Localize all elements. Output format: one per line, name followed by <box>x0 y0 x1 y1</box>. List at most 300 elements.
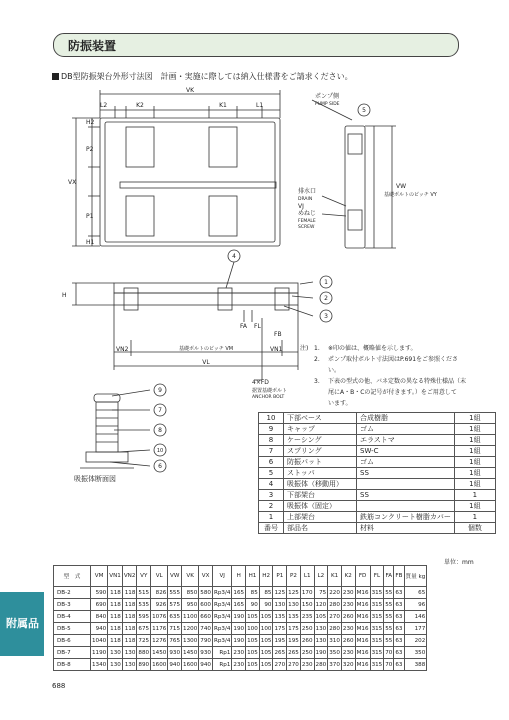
table-cell: 315 <box>370 623 384 635</box>
note-line: 尾にA・B・Cの記号が付きます。）をご用意して <box>328 389 457 396</box>
column-header: 型 式 <box>54 566 91 587</box>
column-header: H1 <box>246 566 260 587</box>
table-cell: 125 <box>273 587 287 599</box>
table-cell: 270 <box>328 611 342 623</box>
table-cell: 940 <box>91 623 108 635</box>
table-cell: 250 <box>300 647 314 659</box>
table-cell: 鉄筋コンクリート樹脂カバー <box>357 512 455 523</box>
drain-label: 排水口 <box>298 188 317 195</box>
table-cell: 75 <box>314 587 328 599</box>
table-cell: キャップ <box>284 424 357 435</box>
table-cell: 315 <box>370 587 384 599</box>
table-cell: DB-8 <box>54 659 91 671</box>
table-cell: 1276 <box>151 635 168 647</box>
table-cell: 吸振体（固定） <box>284 501 357 512</box>
parts-row <box>259 413 496 424</box>
table-cell: 63 <box>394 635 404 647</box>
table-cell: 765 <box>168 635 182 647</box>
table-cell: 100 <box>259 623 273 635</box>
note-line: 注) 1. ※印の値は、概略値を示します。 <box>300 345 417 352</box>
table-cell: 1 <box>259 512 284 523</box>
table-cell: 190 <box>314 647 328 659</box>
table-cell: 120 <box>314 599 328 611</box>
front-view-pad-mid <box>218 288 232 310</box>
page-number: 688 <box>52 682 66 690</box>
column-header: VL <box>151 566 168 587</box>
table-cell: Rp1 <box>212 659 231 671</box>
table-cell: M16 <box>355 587 370 599</box>
table-cell: 上部架台 <box>284 512 357 523</box>
table-cell: 4 <box>259 479 284 490</box>
table-cell: 105 <box>246 647 260 659</box>
dim-vj: VJ <box>298 203 304 210</box>
table-cell: 1組 <box>454 413 495 424</box>
table-cell: 826 <box>151 587 168 599</box>
table-cell: ゴム <box>357 457 455 468</box>
table-cell <box>357 479 455 490</box>
parts-row <box>259 479 496 490</box>
table-cell: 1組 <box>454 468 495 479</box>
table-cell: 5 <box>259 468 284 479</box>
table-cell: 1190 <box>91 647 108 659</box>
table-cell: 90 <box>246 599 260 611</box>
table-cell: Rp1 <box>212 647 231 659</box>
parts-header-row <box>259 523 496 534</box>
table-cell: 1組 <box>454 435 495 446</box>
table-cell: 130 <box>122 647 137 659</box>
table-cell: 350 <box>328 647 342 659</box>
dim-k1: K1 <box>219 102 227 109</box>
table-cell: 940 <box>168 659 182 671</box>
table-cell: 850 <box>182 587 199 599</box>
table-row <box>54 647 427 659</box>
column-header: VW <box>168 566 182 587</box>
table-cell: 個数 <box>454 523 495 534</box>
table-cell: 175 <box>287 623 301 635</box>
table-cell: 130 <box>108 659 123 671</box>
column-header: VY <box>137 566 151 587</box>
table-cell: 230 <box>341 587 355 599</box>
parts-row <box>259 512 496 523</box>
table-cell: 100 <box>246 623 260 635</box>
table-cell: 118 <box>122 587 137 599</box>
table-cell: 260 <box>300 635 314 647</box>
table-cell: 315 <box>370 599 384 611</box>
table-cell: 105 <box>246 611 260 623</box>
table-cell: 1076 <box>151 611 168 623</box>
table-cell: 105 <box>314 611 328 623</box>
dim-h2: H2 <box>86 119 95 126</box>
table-cell: 1組 <box>454 446 495 457</box>
table-cell: 63 <box>394 647 404 659</box>
table-cell: 85 <box>259 587 273 599</box>
unit-label: 単位：mm <box>444 559 474 566</box>
table-cell: 下部架台 <box>284 490 357 501</box>
table-cell: 150 <box>300 599 314 611</box>
table-cell: 595 <box>137 611 151 623</box>
front-view-lower-frame <box>114 293 298 305</box>
table-cell: M16 <box>355 659 370 671</box>
table-cell: 280 <box>328 599 342 611</box>
table-cell: 7 <box>259 446 284 457</box>
isolator-pad-bl <box>126 196 154 236</box>
table-cell: 6 <box>259 457 284 468</box>
table-cell: 1100 <box>182 611 199 623</box>
callout-6-num: 6 <box>158 463 162 470</box>
table-cell: 125 <box>287 587 301 599</box>
table-cell: 85 <box>246 587 260 599</box>
table-cell: 105 <box>259 659 273 671</box>
table-cell: 55 <box>384 587 394 599</box>
table-cell: 230 <box>232 647 246 659</box>
table-cell: 890 <box>137 659 151 671</box>
table-cell: 370 <box>328 659 342 671</box>
table-cell: 190 <box>232 623 246 635</box>
table-cell: 177 <box>404 623 427 635</box>
anchor-bolt-label-en: ANCHOR BOLT <box>252 395 285 400</box>
table-cell <box>357 501 455 512</box>
table-cell: 材料 <box>357 523 455 534</box>
section-spring-casing <box>96 402 118 452</box>
column-header: 質量 kg <box>404 566 427 587</box>
table-cell: 1300 <box>182 635 199 647</box>
table-cell: 315 <box>370 659 384 671</box>
dim-fa: FA <box>240 323 248 330</box>
table-cell: 202 <box>404 635 427 647</box>
callout-9-num: 9 <box>158 387 162 394</box>
table-cell: 146 <box>404 611 427 623</box>
column-header: K2 <box>341 566 355 587</box>
table-cell: 8 <box>259 435 284 446</box>
table-cell: 118 <box>122 635 137 647</box>
table-cell: ストッパ <box>284 468 357 479</box>
table-cell: 175 <box>273 623 287 635</box>
table-cell: 1600 <box>182 659 199 671</box>
table-cell: 130 <box>273 599 287 611</box>
table-cell: M16 <box>355 599 370 611</box>
dim-fl: FL <box>254 323 261 330</box>
table-cell: 1176 <box>151 623 168 635</box>
table-cell: 675 <box>137 623 151 635</box>
table-cell: 230 <box>232 659 246 671</box>
side-view-pad-top <box>348 134 362 154</box>
dim-p1: P1 <box>86 213 94 220</box>
dim-vk: VK <box>185 87 195 94</box>
table-cell: 下部ベース <box>284 413 357 424</box>
callout-4-num: 4 <box>232 253 236 260</box>
table-cell: 195 <box>273 635 287 647</box>
dim-vx: VX <box>68 179 77 186</box>
pitch-vm-label: 基礎ボルトのピッチ VM <box>178 346 234 352</box>
table-cell: Rp3/4 <box>212 623 231 635</box>
table-cell: 55 <box>384 599 394 611</box>
table-cell: DB-2 <box>54 587 91 599</box>
table-row <box>54 611 427 623</box>
column-header: VM <box>91 566 108 587</box>
table-cell: 90 <box>259 599 273 611</box>
section-caption: 吸振体断面図 <box>74 475 116 483</box>
table-cell: 96 <box>404 599 427 611</box>
parts-row <box>259 468 496 479</box>
table-cell: M16 <box>355 623 370 635</box>
table-cell: 105 <box>259 611 273 623</box>
dim-k2: K2 <box>136 102 144 109</box>
table-cell: 135 <box>273 611 287 623</box>
table-cell: 55 <box>384 635 394 647</box>
table-cell: 315 <box>370 611 384 623</box>
table-cell: 600 <box>199 599 213 611</box>
table-cell: 265 <box>273 647 287 659</box>
table-cell: 1 <box>454 512 495 523</box>
column-header: VN1 <box>108 566 123 587</box>
anchor-bolt-label: 据置基礎ボルト <box>252 388 288 394</box>
table-cell: 130 <box>314 635 328 647</box>
column-header: FD <box>355 566 370 587</box>
table-cell: 880 <box>137 647 151 659</box>
table-cell: 118 <box>122 611 137 623</box>
table-cell: M16 <box>355 635 370 647</box>
table-cell: DB-6 <box>54 635 91 647</box>
table-cell: 70 <box>384 647 394 659</box>
pitch-vy-label: 基礎ボルトのピッチ VY <box>384 192 437 198</box>
column-header: VK <box>182 566 199 587</box>
table-cell: 515 <box>137 587 151 599</box>
table-cell: 70 <box>384 659 394 671</box>
parts-table <box>258 412 496 534</box>
table-cell: 930 <box>199 647 213 659</box>
column-header: L1 <box>300 566 314 587</box>
column-header: VN2 <box>122 566 137 587</box>
table-cell: 725 <box>137 635 151 647</box>
table-cell: 320 <box>341 659 355 671</box>
parts-row <box>259 424 496 435</box>
table-cell: 防振パット <box>284 457 357 468</box>
drain-label-en: DRAIN <box>298 197 313 202</box>
table-cell: 260 <box>341 611 355 623</box>
column-header: P2 <box>287 566 301 587</box>
callout-7-num: 7 <box>158 407 162 414</box>
table-cell: 1450 <box>151 647 168 659</box>
table-cell: 790 <box>199 635 213 647</box>
female-screw-en-1: FEMALE <box>298 219 316 224</box>
table-cell: 280 <box>314 659 328 671</box>
table-cell: 170 <box>300 587 314 599</box>
table-cell: 63 <box>394 611 404 623</box>
table-cell: 315 <box>370 647 384 659</box>
table-cell: エラストマ <box>357 435 455 446</box>
table-cell: 230 <box>300 659 314 671</box>
table-cell: Rp3/4 <box>212 587 231 599</box>
dim-vl: VL <box>202 359 210 366</box>
table-cell: 63 <box>394 587 404 599</box>
table-cell: 118 <box>108 599 123 611</box>
table-cell: 590 <box>91 587 108 599</box>
table-cell: 1340 <box>91 659 108 671</box>
table-cell: 715 <box>168 623 182 635</box>
table-cell: 580 <box>199 587 213 599</box>
table-row <box>54 599 427 611</box>
table-cell: 1組 <box>454 479 495 490</box>
table-cell: 3 <box>259 490 284 501</box>
table-cell: 1040 <box>91 635 108 647</box>
table-cell: 130 <box>108 647 123 659</box>
table-cell: 555 <box>168 587 182 599</box>
table-cell: DB-7 <box>54 647 91 659</box>
table-cell: 63 <box>394 623 404 635</box>
side-view-pad-bottom <box>348 210 362 230</box>
section-base <box>86 452 128 462</box>
front-view-pad-left <box>124 288 138 310</box>
callout-8-num: 8 <box>158 427 162 434</box>
table-cell: 230 <box>341 647 355 659</box>
table-cell: 260 <box>341 635 355 647</box>
dim-h: H <box>62 292 67 299</box>
table-row <box>54 623 427 635</box>
table-cell: 118 <box>108 623 123 635</box>
side-tab-label: 附属品 <box>6 617 39 630</box>
table-cell: Rp3/4 <box>212 611 231 623</box>
female-screw-en-2: SCREW <box>298 225 315 230</box>
table-cell: 230 <box>341 623 355 635</box>
parts-row <box>259 490 496 501</box>
table-cell: 165 <box>232 599 246 611</box>
table-cell: 950 <box>182 599 199 611</box>
parts-row <box>259 446 496 457</box>
table-cell: 270 <box>273 659 287 671</box>
table-cell: 195 <box>287 635 301 647</box>
column-header: K1 <box>328 566 342 587</box>
dim-vn2: VN2 <box>116 346 129 353</box>
column-header: FB <box>394 566 404 587</box>
table-cell: M16 <box>355 647 370 659</box>
table-cell: 1 <box>454 490 495 501</box>
parts-row <box>259 435 496 446</box>
table-cell: 388 <box>404 659 427 671</box>
isolator-pad-tl <box>126 127 154 167</box>
table-cell: 265 <box>287 647 301 659</box>
dim-l1: L1 <box>256 102 264 109</box>
dim-fd: 4×FD <box>252 379 269 386</box>
table-cell: 1組 <box>454 424 495 435</box>
table-cell: 926 <box>151 599 168 611</box>
table-cell: 315 <box>370 635 384 647</box>
dim-p2: P2 <box>86 146 94 153</box>
table-cell: 230 <box>341 599 355 611</box>
callout-10-num: 10 <box>156 448 164 454</box>
table-cell: 310 <box>328 635 342 647</box>
note-line: います。 <box>328 400 352 407</box>
table-cell: 130 <box>314 623 328 635</box>
column-header: H2 <box>259 566 273 587</box>
dim-vn1: VN1 <box>270 346 283 353</box>
table-cell: 220 <box>328 587 342 599</box>
pump-side-label: ポンプ側 <box>315 93 340 100</box>
dim-vw: VW <box>396 183 407 190</box>
dimensions-table <box>53 565 427 671</box>
table-cell: 130 <box>287 599 301 611</box>
table-cell: SS <box>357 468 455 479</box>
subtitle-text: DB型防振架台外形寸法図 計画・実施に際しては納入仕様書をご請求ください。 <box>61 72 353 81</box>
table-cell: 105 <box>259 647 273 659</box>
table-cell: 2 <box>259 501 284 512</box>
table-cell: 105 <box>246 635 260 647</box>
female-screw-label: めねじ <box>298 210 317 217</box>
table-cell: 135 <box>287 611 301 623</box>
table-cell: 190 <box>232 611 246 623</box>
parts-row <box>259 501 496 512</box>
column-header: FL <box>370 566 384 587</box>
dim-l2: L2 <box>100 102 108 109</box>
table-cell: 350 <box>404 647 427 659</box>
parts-row <box>259 457 496 468</box>
table-cell: 250 <box>300 623 314 635</box>
column-header: H <box>232 566 246 587</box>
dim-fb: FB <box>274 331 282 338</box>
isolator-pad-tr <box>209 127 237 167</box>
table-cell: 235 <box>300 611 314 623</box>
table-cell: Rp3/4 <box>212 599 231 611</box>
column-header: FA <box>384 566 394 587</box>
table-cell: 合成樹脂 <box>357 413 455 424</box>
table-cell: 1組 <box>454 501 495 512</box>
table-cell: Rp3/4 <box>212 635 231 647</box>
table-cell: 190 <box>232 635 246 647</box>
table-cell: 575 <box>168 599 182 611</box>
table-cell: 9 <box>259 424 284 435</box>
isolator-pad-br <box>209 196 237 236</box>
table-row <box>54 587 427 599</box>
table-cell: 740 <box>199 623 213 635</box>
callout-5-num: 5 <box>362 107 366 114</box>
table-cell: 118 <box>122 599 137 611</box>
table-cell: スプリング <box>284 446 357 457</box>
table-cell: 55 <box>384 623 394 635</box>
table-cell: 840 <box>91 611 108 623</box>
table-cell: 165 <box>232 587 246 599</box>
table-cell: 55 <box>384 611 394 623</box>
note-line: 3. 下表の型式の他、バネ定数の異なる特殊仕様品（末 <box>314 378 467 385</box>
table-cell: 118 <box>108 587 123 599</box>
section-title: 防振装置 <box>68 39 117 53</box>
table-cell: 940 <box>199 659 213 671</box>
table-cell: ゴム <box>357 424 455 435</box>
note-line: 2. ポンプ取付ボルト寸法図はP.691をご参照ください。 <box>314 356 459 374</box>
table-cell: 660 <box>199 611 213 623</box>
table-cell: 吸振体（移動用） <box>284 479 357 490</box>
table-cell: 65 <box>404 587 427 599</box>
table-cell: 105 <box>259 635 273 647</box>
table-cell: 635 <box>168 611 182 623</box>
table-cell: 63 <box>394 599 404 611</box>
column-header: VJ <box>212 566 231 587</box>
table-cell: M16 <box>355 611 370 623</box>
table-cell: 690 <box>91 599 108 611</box>
table-cell: DB-3 <box>54 599 91 611</box>
table-cell: 930 <box>168 647 182 659</box>
side-tab <box>0 592 44 656</box>
table-cell: DB-5 <box>54 623 91 635</box>
table-cell: 1450 <box>182 647 199 659</box>
table-cell: 118 <box>122 623 137 635</box>
column-header: VX <box>199 566 213 587</box>
table-cell: 118 <box>108 611 123 623</box>
notes <box>300 343 470 409</box>
table-cell: 10 <box>259 413 284 424</box>
table-cell: 270 <box>287 659 301 671</box>
table-cell: 63 <box>394 659 404 671</box>
table-cell: 1組 <box>454 457 495 468</box>
table-cell: 535 <box>137 599 151 611</box>
